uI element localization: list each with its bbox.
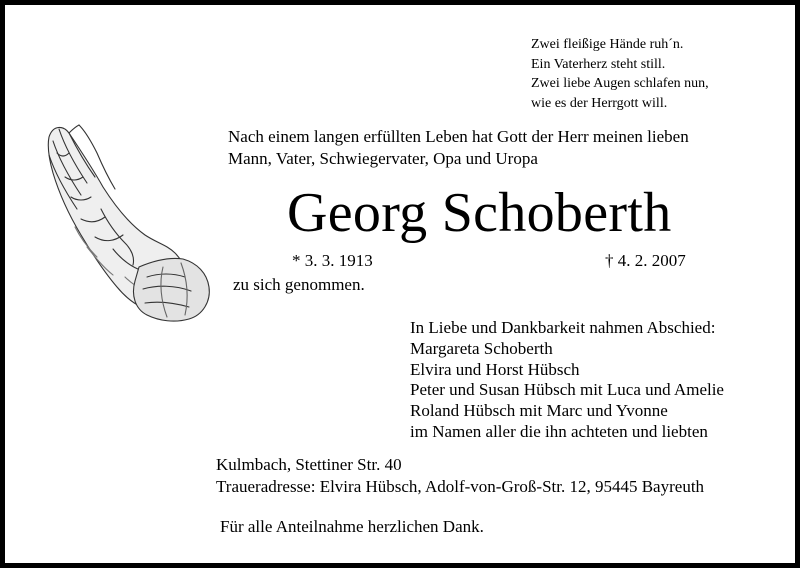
address-line: Traueradresse: Elvira Hübsch, Adolf-von-Groß-Str. 12, 95445 Bayreuth	[216, 476, 705, 496]
mourners-line: im Namen aller die ihn achteten und liebten	[410, 421, 708, 441]
thanks-text: Für alle Anteilnahme herzlichen Dank.	[220, 517, 484, 536]
mourners-line: Margareta Schoberth	[410, 338, 553, 358]
address-line: Kulmbach, Stettiner Str. 40	[216, 455, 402, 474]
mourners-list	[410, 318, 724, 443]
intro-line: Nach einem langen erfüllten Leben hat Gott der Herr meinen lieben	[228, 127, 689, 146]
poem-line: wie es der Herrgott will.	[531, 95, 668, 111]
intro-line: Mann, Vater, Schwiegervater, Opa und Uropa	[228, 148, 538, 168]
address-block	[216, 454, 704, 497]
praying-hands-icon	[35, 117, 215, 327]
mourners-line: Roland Hübsch mit Marc und Yvonne	[410, 401, 668, 421]
mourners-line: Elvira und Horst Hübsch	[410, 359, 580, 379]
mourners-line: In Liebe und Dankbarkeit nahmen Abschied:	[410, 318, 716, 337]
poem-line: Zwei liebe Augen schlafen nun,	[531, 76, 709, 91]
death-date: † 4. 2. 2007	[605, 251, 686, 270]
poem-line: Ein Vaterherz steht still.	[531, 56, 666, 72]
taken-text: zu sich genommen.	[233, 275, 365, 294]
poem	[531, 35, 709, 113]
birth-date: * 3. 3. 1913	[292, 251, 373, 270]
poem-line: Zwei fleißige Hände ruh´n.	[531, 37, 684, 52]
deceased-name: Georg Schoberth	[287, 182, 672, 244]
mourners-line: Peter und Susan Hübsch mit Luca und Amelie	[410, 380, 724, 400]
intro-text	[228, 126, 689, 169]
